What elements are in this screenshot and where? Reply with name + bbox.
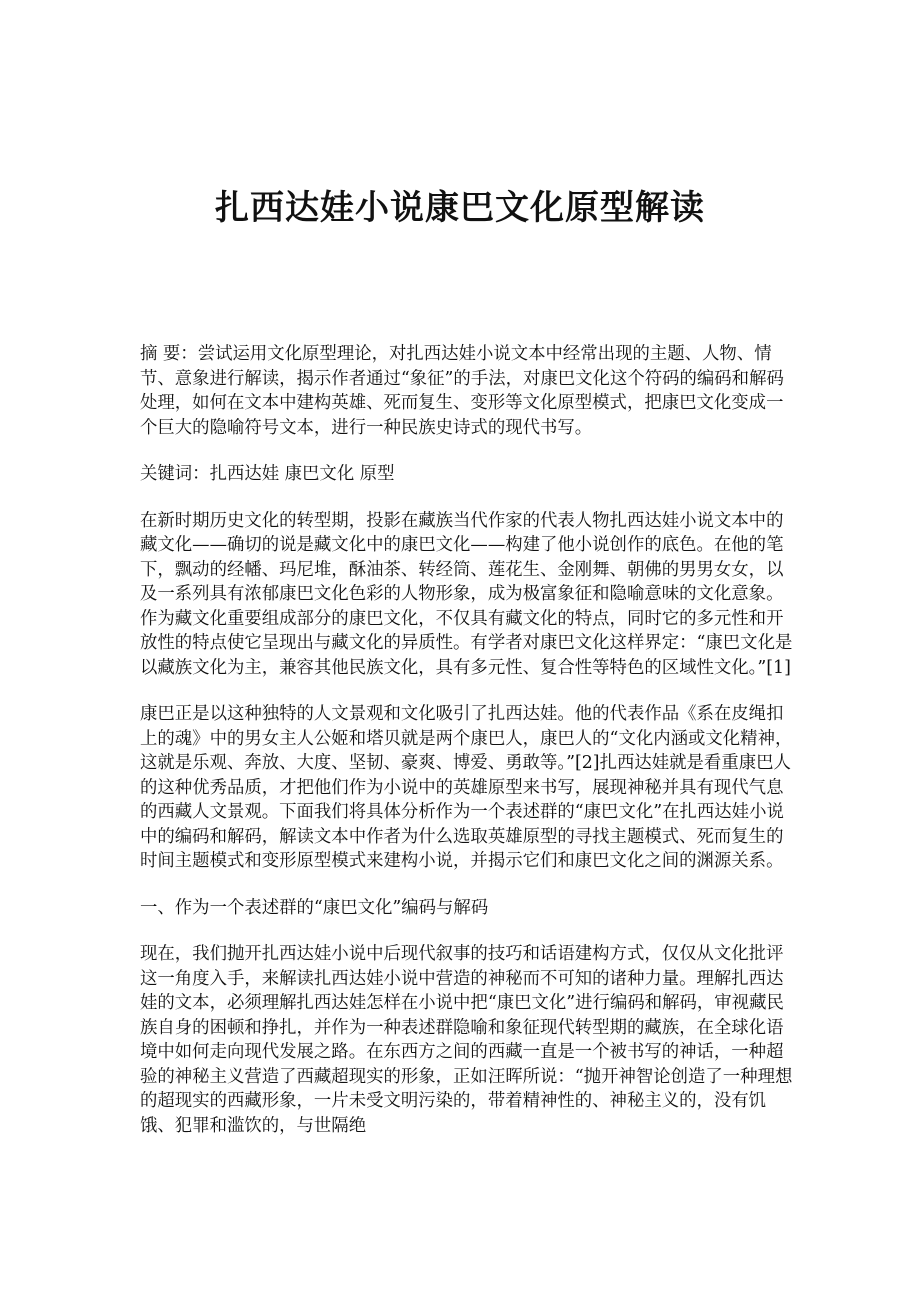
document-title: 扎西达娃小说康巴文化原型解读 [215,188,705,228]
section-heading: 一、作为一个表述群的“康巴文化”编码与解码 [140,897,489,918]
body-paragraph: 康巴正是以这种独特的人文景观和文化吸引了扎西达娃。他的代表作品《系在皮绳扣上的魂》中的男女主人公姬和塔贝就是两个康巴人，康巴人的“文化内涵或文化精神，这就是乐观、奔放、大度、坚韧、豪爽、博爱、勇敢等。”[2]扎西达娃就是看重康巴人的这种优秀品质，才把他们作为小说中的英雄原型来书写，展现神秘并具有现代气息的西藏人文景观。下面我们将具体分析作为一个表述群的“康巴文化”在扎西达娃小说中的编码和解码，解读文本中作者为什么选取英雄原型的寻找主题模式、死而复生的时间主题模式和变形原型模式来建构小说，并揭示它们和康巴文化之间的渊源关系。 [140,704,793,871]
body-paragraph: 现在，我们抛开扎西达娃小说中后现代叙事的技巧和话语建构方式，仅仅从文化批评这一角度入手，来解读扎西达娃小说中营造的神秘而不可知的诸种力量。理解扎西达娃的文本，必须理解扎西达娃怎样在小说中把“康巴文化”进行编码和解码，审视藏民族自身的困顿和挣扎，并作为一种表述群隐喻和象征现代转型期的藏族，在全球化语境中如何走向现代发展之路。在东西方之间的西藏一直是一个被书写的神话，一种超验的神秘主义营造了西藏超现实的形象，正如汪晖所说：“抛开神智论创造了一种理想的超现实的西藏形象，一片未受文明污染的，带着精神性的、神秘主义的，没有饥饿、犯罪和滥饮的，与世隔绝 [140,944,793,1136]
document-body [140,342,800,1160]
keywords-line: 关键词：扎西达娃 康巴文化 原型 [140,464,395,484]
body-paragraph: 在新时期历史文化的转型期，投影在藏族当代作家的代表人物扎西达娃小说文本中的藏文化——确切的说是藏文化中的康巴文化——构建了他小说创作的底色。在他的笔下，飘动的经幡、玛尼堆，酥油茶、转经筒、莲花生、金刚舞、朝佛的男男女女，以及一系列具有浓郁康巴文化色彩的人物形象，成为极富象征和隐喻意味的文化意象。作为藏文化重要组成部分的康巴文化，不仅具有藏文化的特点，同时它的多元性和开放性的特点使它呈现出与藏文化的异质性。有学者对康巴文化这样界定：“康巴文化是以藏族文化为主，兼容其他民族文化，具有多元性、复合性等特色的区域性文化。”[1] [140,510,793,678]
abstract-paragraph: 摘 要：尝试运用文化原型理论，对扎西达娃小说文本中经常出现的主题、人物、情节、意象进行解读，揭示作者通过“象征”的手法，对康巴文化这个符码的编码和解码处理，如何在文本中建构英雄、死而复生、变形等文化原型模式，把康巴文化变成一个巨大的隐喻符号文本，进行一种民族史诗式的现代书写。 [140,344,784,438]
